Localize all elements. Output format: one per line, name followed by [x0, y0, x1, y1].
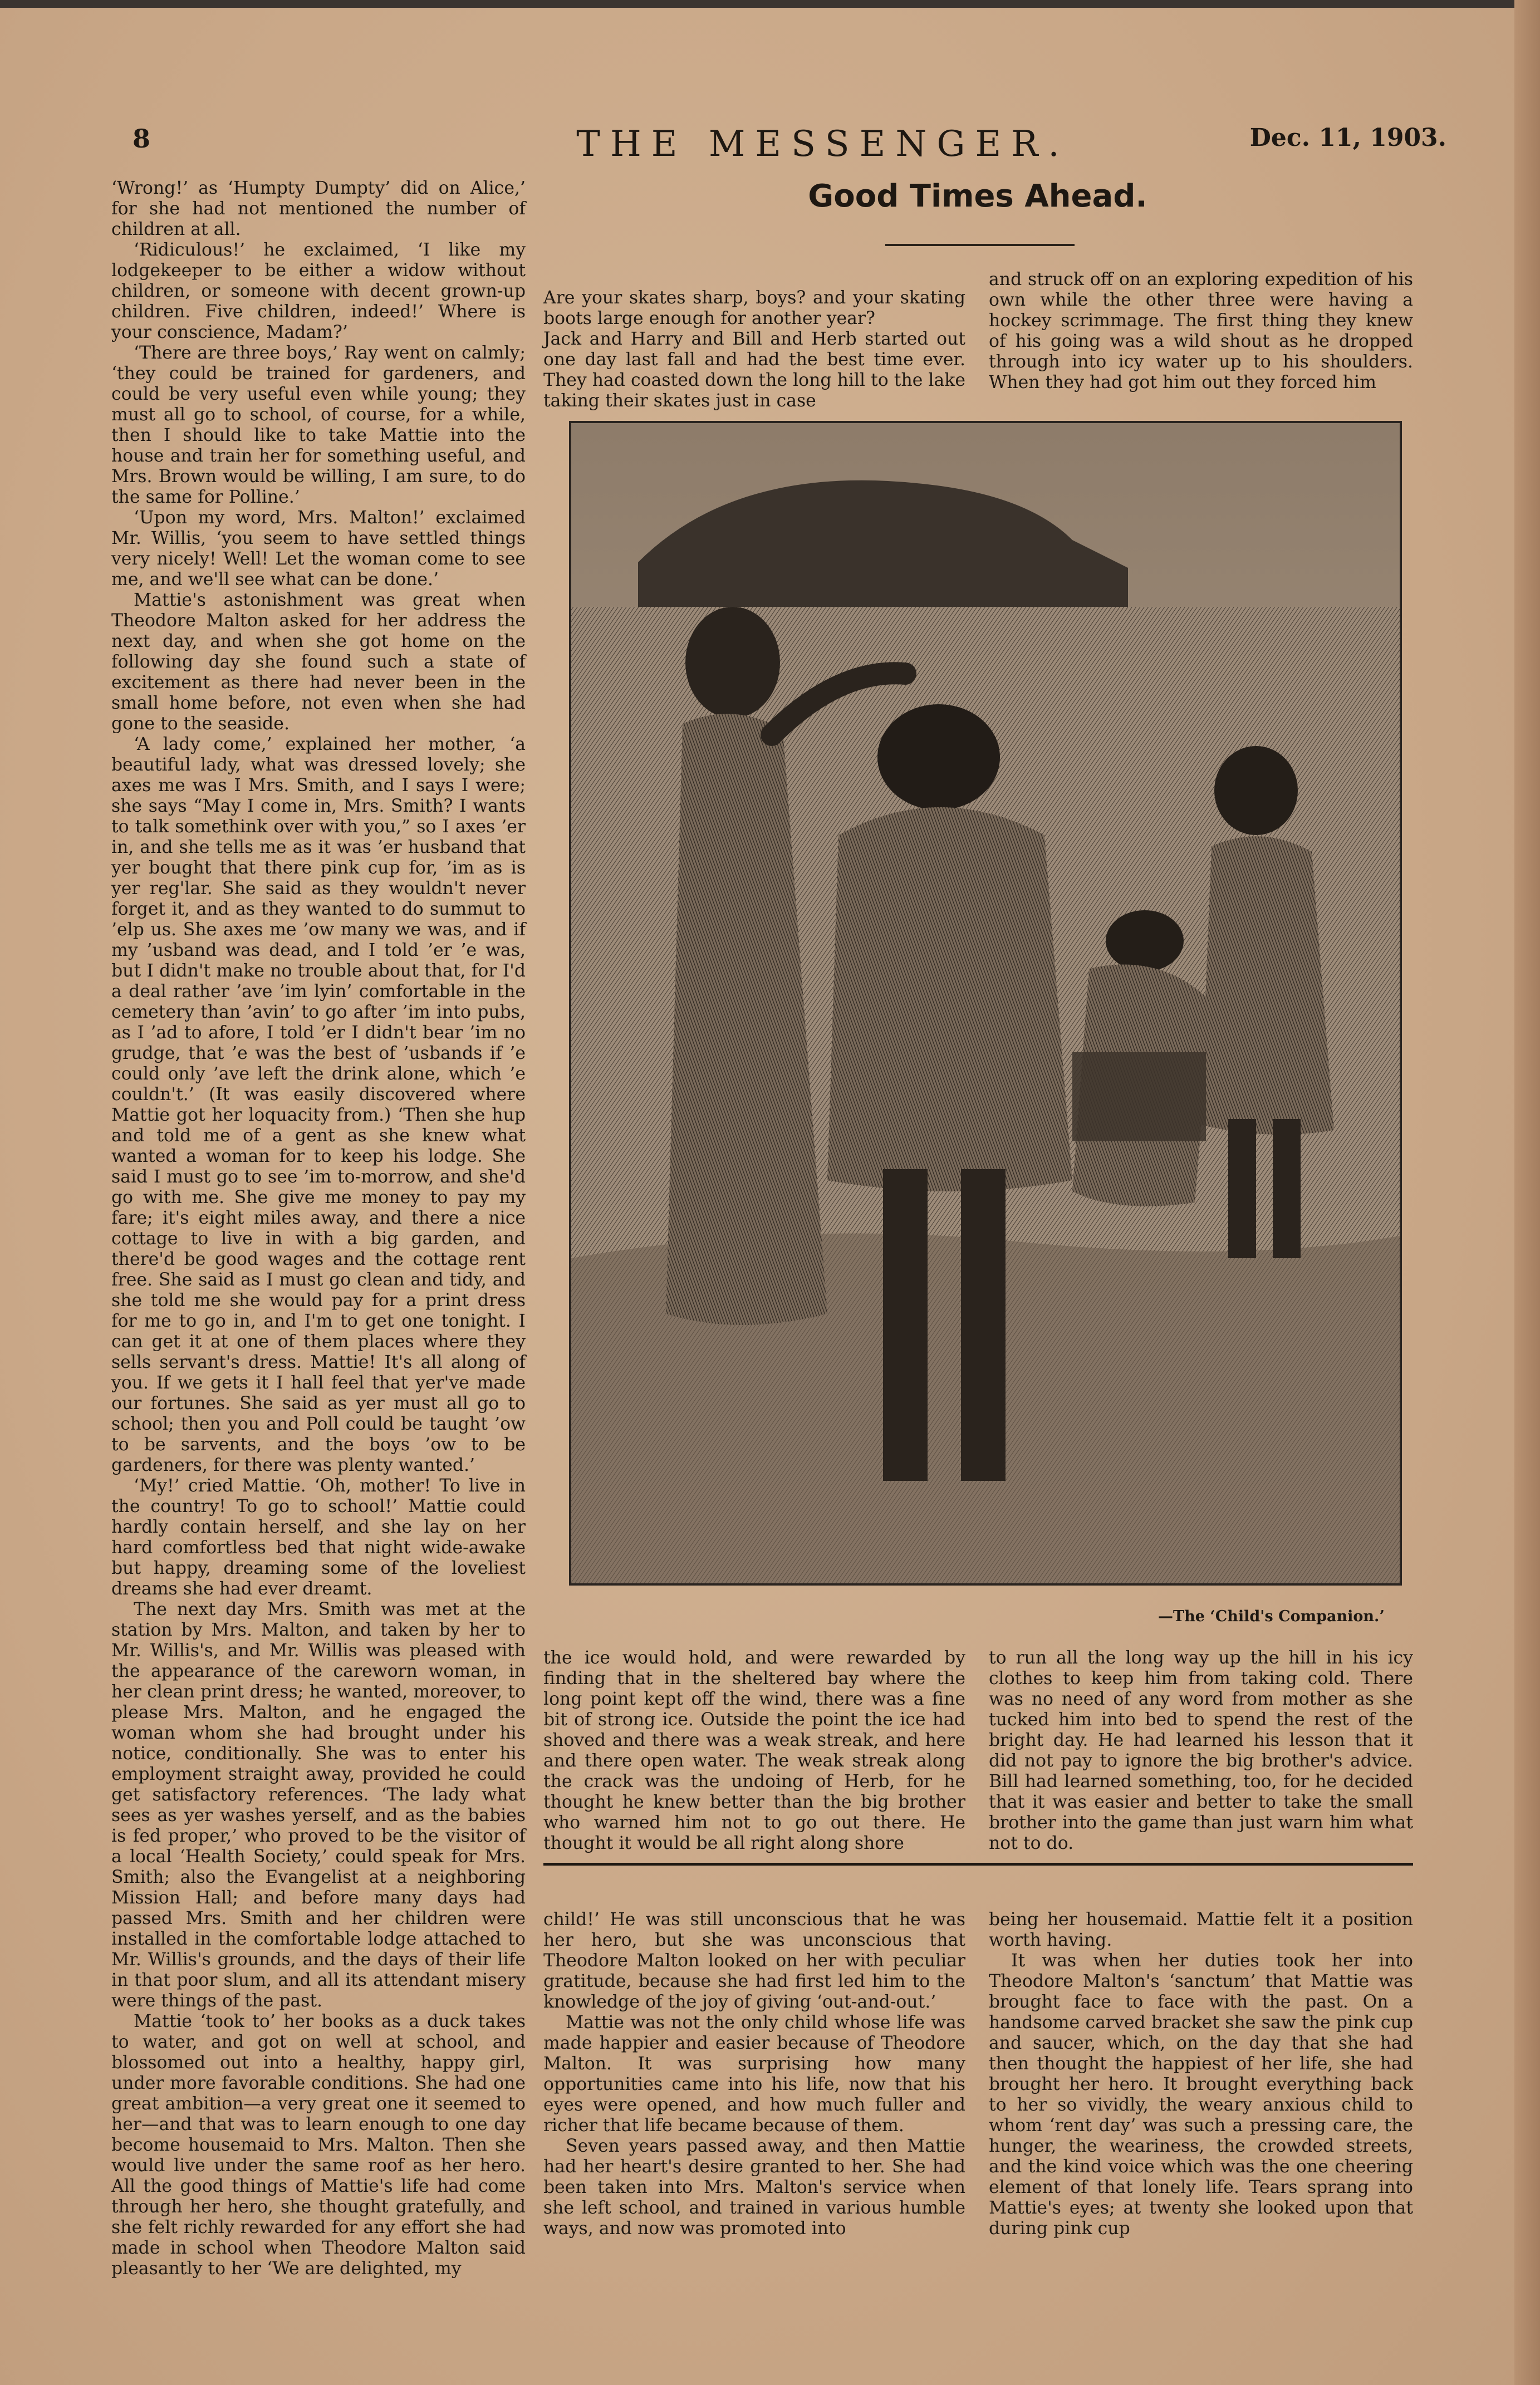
story-left-column [111, 178, 526, 2279]
article-top-right-column [989, 269, 1413, 414]
page-right-edge [1514, 0, 1540, 2385]
paragraph: to run all the long way up the hill in his icy clothes to keep him from taking cold. There was no need of any word from mother as she tucked him into bed to spend the rest of the bright day. He had learned his lesson that it did not pay to ignore the big brother's advice. Bill had learned something, too, for he decided that it was easier and better to take the small brother into the game than just warn him what not to do. [989, 1648, 1413, 1853]
illustration-engraving [571, 423, 1400, 1583]
page-header [133, 124, 1446, 168]
illustration-credit: —The ‘Child's Companion.’ [1158, 1608, 1385, 1625]
page-number: 8 [133, 124, 151, 154]
paragraph: ‘Upon my word, Mrs. Malton!’ exclaimed Mr. Willis, ‘you seem to have settled things very nicely! Well! Let the woman come to see me, and we'll see what can be done.’ [111, 508, 526, 590]
paragraph: being her housemaid. Mattie felt it a position worth having. [989, 1910, 1413, 1950]
paragraph: The next day Mrs. Smith was met at the station by Mrs. Malton, and taken by her to Mr. Willis's, and Mr. Willis was pleased with the appearance of the careworn woman, in her clean print dress; he wanted, moreover, to please Mrs. Malton, and he engaged the woman whom she had brought under his notice, conditionally. She was to enter his employment straight away, provided he could get satisfactory references. ‘The lady what sees as yer washes yerself, and as the babies is fed proper,’ who proved to be the visitor of a local ‘Health Society,’ could speak for Mrs. Smith; also the Evangelist at a neighboring Mission Hall; and before many days had passed Mrs. Smith and her children were installed in the comfortable lodge attached to Mr. Willis's grounds, and the days of their life in that poor slum, and all its attendant misery were things of the past. [111, 1599, 526, 2011]
paragraph: Mattie's astonishment was great when Theodore Malton asked for her address the next day, and when she got home on the following day she found such a state of excitement as there had never been in the small home before, not even when she had gone to the seaside. [111, 590, 526, 734]
paragraph: ‘Wrong!’ as ‘Humpty Dumpty’ did on Alice,’ for she had not mentioned the number of children at all. [111, 178, 526, 239]
article-bottom-right-column [989, 1648, 1413, 1859]
page-top-edge [0, 0, 1540, 8]
paragraph: ‘A lady come,’ explained her mother, ‘a beautiful lady, what was dressed lovely; she axes me was I Mrs. Smith, and I says I were; she says “May I come in, Mrs. Smith? I wants to talk somethink over with you,” so I axes ’er in, and she tells me as it was ’er husband that yer bought that there pink cup for, ’im as is yer reg'lar. She said as they wouldn't never forget it, and as they wanted to do summut to ’elp us. She axes me ’ow many we was, and if my ’usband was dead, and I told ’er ’e was, but I didn't make no trouble about that, for I'd a deal rather ’ave ’im lyin’ comfortable in the cemetery than ’avin’ to go after ’im into pubs, as I ’ad to afore, I told ’er I didn't bear ’im no grudge, that ’e was the best of ’usbands if ’e could only ’ave left the drink alone, which ’e couldn't.’ (It was easily discovered where Mattie got her loquacity from.) ‘Then she hup and told me of a gent as she knew what wanted a woman for to keep his lodge. She said I must go to see ’im to-morrow, and she'd go with me. She give me money to pay my fare; it's eight miles away, and there a nice cottage to live in with a big garden, and there'd be good wages and the cottage rent free. She said as I must go clean and tidy, and she told me she would pay for a print dress for me to go in, and I'm to get one tonight. I can get it at one of them places where they sells servant's dress. Mattie! It's all along of you. If we gets it I hall feel that yer've made our fortunes. She said as yer must all go to school; then you and Poll could be taught ’ow to be sarvents, and the boys ’ow to be gardeners, for there was plenty wanted.’ [111, 734, 526, 1475]
paragraph: the ice would hold, and were rewarded by finding that in the sheltered bay where the long point kept off the wind, there was a fine bit of strong ice. Outside the point the ice had shoved and there was a weak streak, and here and there open water. The weak streak along the crack was the undoing of Herb, for he thought he knew better than the big brother who warned him not to go out there. He thought it would be all right along shore [543, 1648, 965, 1853]
story-continued-right-column [989, 1910, 1413, 2239]
paragraph: Seven years passed away, and then Mattie had her heart's desire granted to her. She had been taken into Mrs. Malton's service when she left school, and trained in various humble ways, and now was promoted into [543, 2136, 965, 2239]
skate-box [1072, 1052, 1206, 1141]
story-continued-middle-column [543, 1910, 965, 2239]
masthead: THE MESSENGER. [576, 124, 1070, 165]
skating-boys-illustration [569, 421, 1402, 1586]
paragraph: child!’ He was still unconscious that he was her hero, but she was unconscious that Theodore Malton looked on her with peculiar gratitude, because she had first led him to the knowledge of the joy of giving ‘out-and-out.’ [543, 1910, 965, 2012]
paragraph: Mattie was not the only child whose life was made happier and easier because of Theodore Malton. It was surprising how many opportunities came into his life, now that his eyes were opened, and how much fuller and richer that life became because of them. [543, 2013, 965, 2136]
article-bottom-left-column [543, 1648, 965, 1859]
paragraph: Are your skates sharp, boys? and your skating boots large enough for another year? Jack and Harry and Bill and Herb started out one day last fall and had the best time ever. They had coasted down the long hill to the lake taking their skates just in case [543, 288, 965, 411]
paragraph: ‘My!’ cried Mattie. ‘Oh, mother! To live in the country! To go to school!’ Mattie could hardly contain herself, and she lay on her hard comfortless bed that night wide-awake but happy, dreaming some of the loveliest dreams she had ever dreamt. [111, 1476, 526, 1599]
paragraph: and struck off on an exploring expedition of his own while the other three were having a hockey scrimmage. The first thing they knew of his going was a wild shout as he dropped through into icy water up to his shoulders. When they had got him out they forced him [989, 269, 1413, 392]
paragraph: ‘Ridiculous!’ he exclaimed, ‘I like my lodgekeeper to be either a widow without children, or someone with decent grown-up children. Five children, indeed!’ Where is your conscience, Madam?’ [111, 240, 526, 342]
paragraph: ‘There are three boys,’ Ray went on calmly; ‘they could be trained for gardeners, and could be very useful even while young; they must all go to school, of course, for a while, then I should like to take Mattie into the house and train her for something useful, and Mrs. Brown would be willing, I am sure, to do the same for Polline.’ [111, 343, 526, 507]
section-divider [543, 1863, 1413, 1866]
article-title: Good Times Ahead. [808, 178, 1147, 214]
article-top-left-column [543, 267, 965, 412]
title-rule [885, 244, 1075, 246]
issue-date: Dec. 11, 1903. [1249, 124, 1446, 152]
paragraph: It was when her duties took her into Theodore Malton's ‘sanctum’ that Mattie was brought face to face with the past. On a handsome carved bracket she saw the pink cup and saucer, which, on the day that she had then thought the happiest of her life, she had brought her hero. It brought everything back to her so vividly, the weary anxious child to whom ‘rent day’ was such a pressing care, the hunger, the weariness, the crowded streets, and the kind voice which was the one cheering element of that lonely life. Tears sprang into Mattie's eyes; at twenty she looked upon that during pink cup [989, 1951, 1413, 2239]
paragraph: Mattie ‘took to’ her books as a duck takes to water, and got on well at school, and blossomed out into a healthy, happy girl, under more favorable conditions. She had one great ambition—a very great one it seemed to her—and that was to learn enough to one day become housemaid to Mrs. Malton. Then she would live under the same roof as her hero. All the good things of Mattie's life had come through her hero, she thought gratefully, and she felt richly rewarded for any effort she had made in school when Theodore Malton said pleasantly to her ‘We are delighted, my [111, 2011, 526, 2279]
